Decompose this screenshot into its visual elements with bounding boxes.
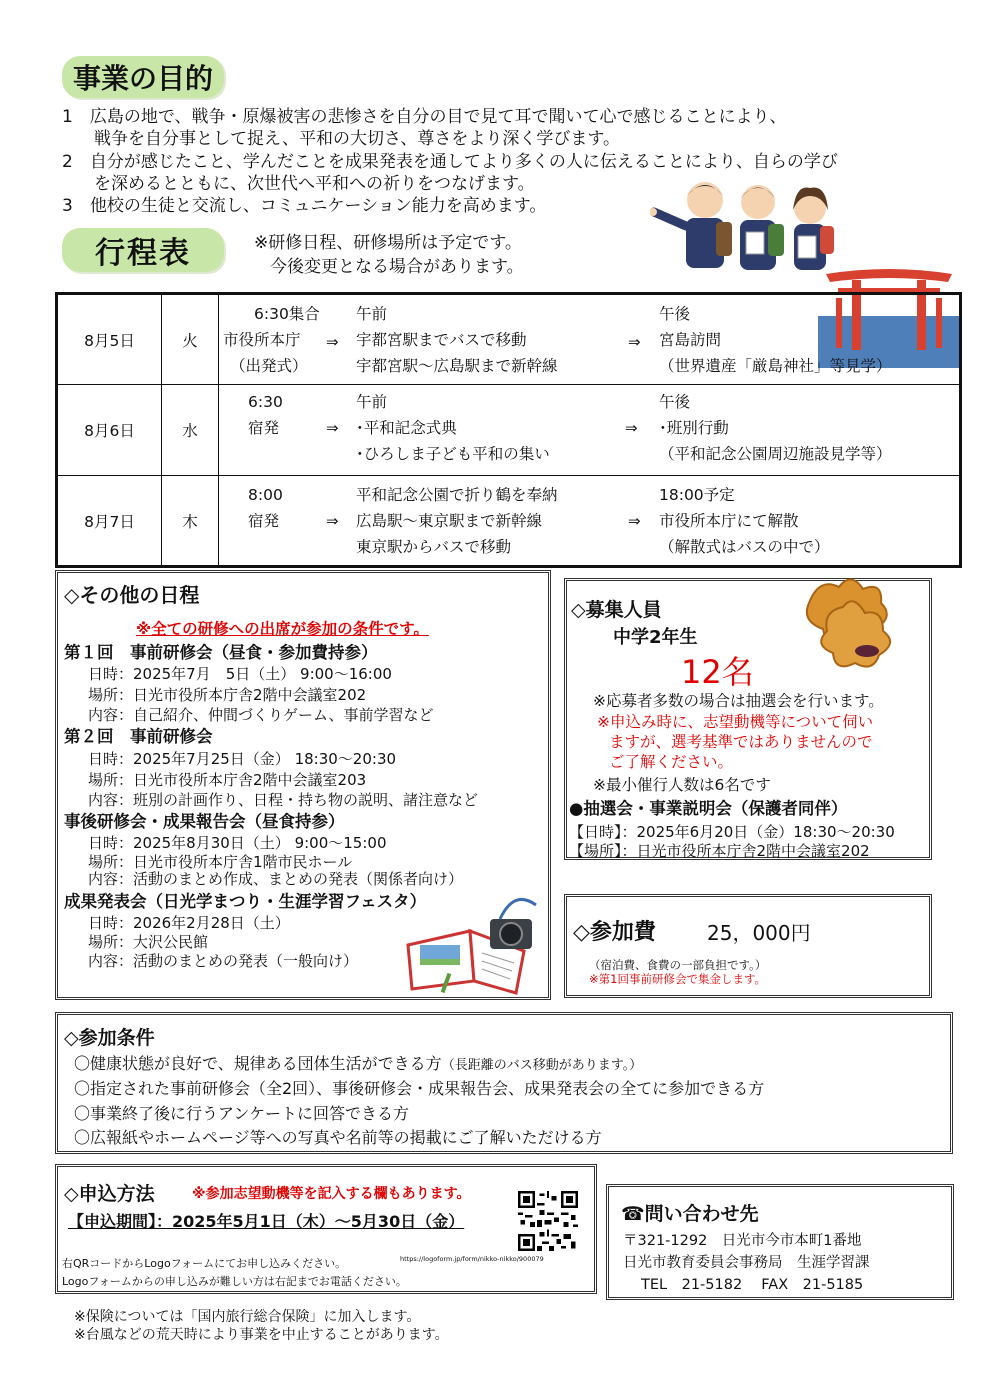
- schedule-am: 東京駅からバスで移動: [356, 538, 512, 556]
- contact-tel: TEL 21-5182 FAX 21-5185: [641, 1277, 864, 1293]
- fee-red-note: ※第1回事前研修会で集金します。: [589, 972, 767, 986]
- schedule-row: [58, 295, 959, 385]
- schedule-table: [55, 292, 962, 568]
- condition-item: 〇広報紙やホームページ等への写真や名前等の掲載にご了解いただける方: [74, 1128, 602, 1147]
- recruit-red-2: ますが、選考基準ではありませんので: [609, 733, 873, 751]
- itinerary-heading: 行程表: [62, 228, 224, 272]
- purpose-line-1: 1 広島の地で、戦争・原爆被害の悲惨さを自分の目で見て耳で聞いて心で感じることにより、: [62, 107, 787, 127]
- recruit-note-2: ※最小催行人数は6名です: [593, 776, 771, 794]
- schedule-am: 午前: [356, 393, 388, 411]
- schedule-row: [58, 385, 959, 476]
- contact-title: ☎問い合わせ先: [621, 1203, 759, 1225]
- schedule-depart: 宿発: [248, 512, 280, 530]
- session-name: 成果発表会（日光学まつり・生涯学習フェスタ）: [64, 892, 427, 911]
- students-illustration: [650, 160, 840, 290]
- arrow-icon: ⇒: [628, 333, 641, 351]
- footer-insurance: ※保険については「国内旅行総合保険」に加入します。: [74, 1309, 421, 1325]
- schedule-date: 8月5日: [58, 295, 162, 384]
- session-name: 第１回 事前研修会（昼食・参加費持参）: [64, 643, 378, 662]
- purpose-line-2: 戦争を自分事として捉え、平和の大切さ、尊さをより深く学びます。: [94, 129, 620, 149]
- momiji-manju-illustration: [799, 573, 929, 673]
- apply-url[interactable]: https://logoform.jp/form/nikko-nikko/900079: [400, 1255, 544, 1263]
- schedule-pm: 18:00予定: [659, 486, 735, 504]
- conditions-title: ◇参加条件: [64, 1027, 155, 1049]
- fee-note: （宿泊費、食費の一部負担です。）: [589, 958, 767, 972]
- session-content: 内容：活動のまとめの発表（一般向け）: [88, 952, 359, 970]
- schedule-am: ･ひろしま子ども平和の集い: [356, 445, 550, 463]
- recruit-count: 12名: [681, 653, 754, 691]
- recruit-title: ◇募集人員: [571, 599, 662, 621]
- arrow-icon: ⇒: [628, 512, 641, 530]
- schedule-am: 午前: [356, 305, 388, 323]
- recruit-note-1: ※応募者多数の場合は抽選会を行います。: [593, 692, 884, 710]
- arrow-icon: ⇒: [326, 333, 339, 351]
- session-date: 日時：2025年8月30日（土） 9:00～15:00: [88, 834, 387, 852]
- condition-item-small: （長距離のバス移動があります。）: [441, 1058, 643, 1073]
- qr-code-icon[interactable]: [518, 1191, 578, 1251]
- schedule-date: 8月7日: [58, 476, 162, 565]
- session-place: 場所：日光市役所本庁舎1階市民ホール: [88, 853, 353, 871]
- condition-item: [74, 1051, 642, 1074]
- schedule-depart: （出発式）: [230, 357, 308, 375]
- condition-item: 〇事業終了後に行うアンケートに回答できる方: [74, 1104, 410, 1123]
- lottery-title: ●抽選会・事業説明会（保護者同伴）: [569, 799, 848, 818]
- purpose-line-3: 2 自分が感じたこと、学んだことを成果発表を通してより多くの人に伝えることにより、自らの学び: [62, 152, 838, 172]
- recruit-grade: 中学2年生: [613, 627, 698, 648]
- schedule-day: 木: [162, 476, 219, 565]
- schedule-pm: （世界遺産「厳島神社」等見学）: [659, 357, 892, 375]
- schedule-am: 宇都宮駅～広島駅まで新幹線: [356, 357, 558, 375]
- schedule-am: ･平和記念式典: [356, 419, 457, 437]
- itinerary-note-2: 今後変更となる場合があります。: [270, 257, 524, 277]
- purpose-heading: 事業の目的: [62, 56, 224, 98]
- apply-period: 【申込期間】：2025年5月1日（木）～5月30日（金）: [68, 1212, 465, 1231]
- schedule-am: 平和記念公園で折り鶴を奉納: [356, 486, 558, 504]
- session-date: 日時：2025年7月 5日（土） 9:00～16:00: [88, 665, 392, 683]
- apply-title: ◇申込方法: [64, 1183, 155, 1205]
- apply-red-note: ※参加志望動機等を記入する欄もあります。: [192, 1186, 471, 1202]
- schedule-row: [58, 476, 959, 565]
- condition-item: 〇指定された事前研修会（全2回）、事後研修会・成果報告会、成果発表会の全てに参加できる方: [74, 1079, 765, 1098]
- purpose-line-4: を深めるとともに、次世代へ平和への祈りをつなげます。: [94, 174, 535, 194]
- lottery-place: 【場所】：日光市役所本庁舎2階中会議室202: [569, 842, 870, 860]
- itinerary-note-1: ※研修日程、研修場所は予定です。: [254, 233, 522, 253]
- schedule-am: 宇都宮駅までバスで移動: [356, 331, 527, 349]
- session-place: 場所：大沢公民館: [88, 933, 209, 951]
- schedule-pm: （解散式はバスの中で）: [659, 538, 830, 556]
- recruit-box: [564, 578, 932, 860]
- session-date: 日時：2026年2月28日（土）: [88, 914, 290, 932]
- contact-office: 日光市教育委員会事務局 生涯学習課: [623, 1255, 870, 1271]
- book-camera-illustration: [404, 889, 550, 995]
- schedule-depart: 宿発: [248, 419, 280, 437]
- session-place: 場所：日光市役所本庁舎2階中会議室203: [88, 771, 367, 789]
- schedule-pm: 午後: [659, 305, 691, 323]
- recruit-red-1: ※申込み時に、志望動機等について伺い: [597, 713, 874, 731]
- fee-amount: 25，000円: [707, 921, 811, 945]
- arrow-icon: ⇒: [326, 419, 339, 437]
- session-date: 日時：2025年7月25日（金） 18:30～20:30: [88, 750, 397, 768]
- recruit-red-3: ご了解ください。: [609, 753, 734, 771]
- conditions-box: [55, 1012, 953, 1154]
- purpose-line-5: 3 他校の生徒と交流し、コミュニケーション能力を高めます。: [62, 196, 547, 216]
- other-schedule-box: [55, 570, 551, 1000]
- arrow-icon: ⇒: [326, 512, 339, 530]
- other-schedule-title: ◇その他の日程: [64, 583, 200, 607]
- condition-item-text: 〇健康状態が良好で、規律ある団体生活ができる方: [74, 1054, 442, 1073]
- contact-box: [606, 1184, 954, 1300]
- session-content: 内容：活動のまとめ作成、まとめの発表（関係者向け）: [88, 870, 464, 888]
- schedule-pm: 宮島訪問: [659, 331, 722, 349]
- contact-address: 〒321-1292 日光市今市本町1番地: [623, 1233, 862, 1249]
- schedule-day: 水: [162, 385, 219, 475]
- schedule-depart: 市役所本庁: [223, 331, 301, 349]
- apply-qr-note-1: 右QRコードからLogoフォームにてお申し込みください。: [62, 1257, 347, 1270]
- schedule-pm: 市役所本庁にて解散: [659, 512, 799, 530]
- apply-qr-note-2: Logoフォームからの申し込みが難しい方は右記までお電話ください。: [62, 1275, 407, 1288]
- schedule-depart: 6:30: [248, 393, 283, 411]
- session-content: 内容：自己紹介、仲間づくりゲーム、事前学習など: [88, 706, 434, 724]
- lottery-date: 【日時】：2025年6月20日（金）18:30～20:30: [569, 823, 895, 841]
- fee-box: [564, 894, 932, 998]
- arrow-icon: ⇒: [625, 419, 638, 437]
- session-content: 内容：班別の計画作り、日程・持ち物の説明、諸注意など: [88, 791, 479, 809]
- schedule-am: 広島駅～東京駅まで新幹線: [356, 512, 543, 530]
- schedule-pm: ･班別行動: [659, 419, 729, 437]
- attendance-condition: ※全ての研修への出席が参加の条件です。: [136, 620, 429, 638]
- schedule-depart: 6:30集合: [254, 305, 320, 323]
- session-place: 場所：日光市役所本庁舎2階中会議室202: [88, 686, 367, 704]
- schedule-date: 8月6日: [58, 385, 162, 475]
- session-name: 事後研修会・成果報告会（昼食持参）: [64, 812, 345, 831]
- footer-cancellation: ※台風などの荒天時により事業を中止することがあります。: [74, 1327, 449, 1343]
- schedule-pm: 午後: [659, 393, 691, 411]
- fee-title: ◇参加費: [573, 920, 656, 945]
- schedule-pm: （平和記念公園周辺施設見学等）: [659, 445, 892, 463]
- schedule-day: 火: [162, 295, 219, 384]
- schedule-depart: 8:00: [248, 486, 283, 504]
- session-name: 第２回 事前研修会: [64, 727, 213, 746]
- apply-box: [55, 1164, 597, 1294]
